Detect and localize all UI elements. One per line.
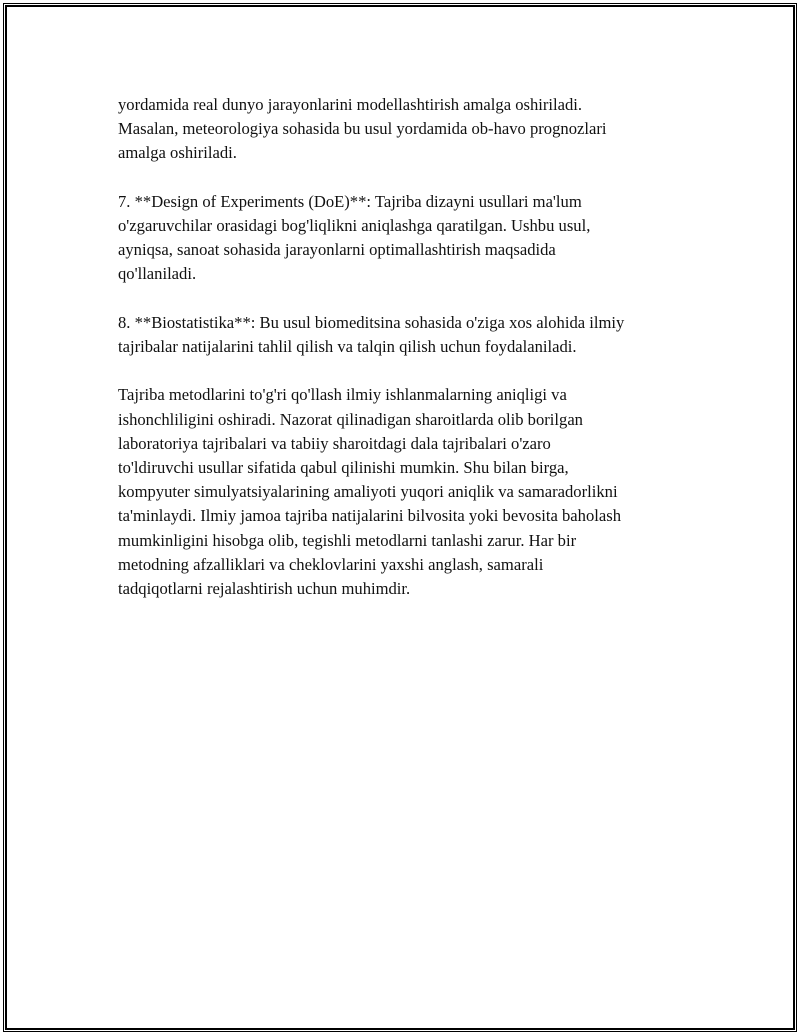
text-line: ta'minlaydi. Ilmiy jamoa tajriba natijalarini bilvosita yoki bevosita baholash: [118, 506, 621, 526]
document-body: [118, 93, 688, 625]
text-line: 8. **Biostatistika**: Bu usul biomeditsina sohasida o'ziga xos alohida ilmiy: [118, 312, 625, 332]
text-line: o'zgaruvchilar orasidagi bog'liqlikni aniqlashga qaratilgan. Ushbu usul,: [118, 216, 591, 235]
text-line: Masalan, meteorologiya sohasida bu usul yordamida ob-havo prognozlari: [118, 119, 607, 139]
paragraph-biostatistics: [118, 311, 688, 359]
paragraph-modeling-continuation: [118, 93, 688, 166]
text-line: yordamida real dunyo jarayonlarini modellashtirish amalga oshiriladi.: [118, 95, 583, 114]
text-line: to'ldiruvchi usullar sifatida qabul qilinishi mumkin. Shu bilan birga,: [118, 458, 569, 477]
text-line: ishonchliligini oshiradi. Nazorat qilinadigan sharoitlarda olib borilgan: [118, 409, 583, 429]
text-line: tadqiqotlarni rejalashtirish uchun muhimdir.: [118, 579, 411, 599]
text-line: qo'llaniladi.: [118, 264, 197, 284]
text-line: ayniqsa, sanoat sohasida jarayonlarni optimallashtirish maqsadida: [118, 240, 556, 260]
text-line: tajribalar natijalarini tahlil qilish va talqin qilish uchun foydalaniladi.: [118, 337, 577, 356]
text-line: metodning afzalliklari va cheklovlarini yaxshi anglash, samarali: [118, 554, 544, 574]
text-line: kompyuter simulyatsiyalarining amaliyoti yuqori aniqlik va samaradorlikni: [118, 482, 618, 502]
paragraph-design-of-experiments: [118, 190, 688, 287]
text-line: amalga oshiriladi.: [118, 143, 237, 163]
text-line: 7. **Design of Experiments (DoE)**: Tajriba dizayni usullari ma'lum: [118, 191, 582, 211]
text-line: mumkinligini hisobga olib, tegishli metodlarni tanlashi zarur. Har bir: [118, 530, 577, 550]
text-line: Tajriba metodlarini to'g'ri qo'llash ilmiy ishlanmalarning aniqligi va: [118, 385, 567, 405]
paragraph-conclusion: [118, 383, 688, 601]
text-line: laboratoriya tajribalari va tabiiy sharoitdagi dala tajribalari o'zaro: [118, 433, 551, 453]
